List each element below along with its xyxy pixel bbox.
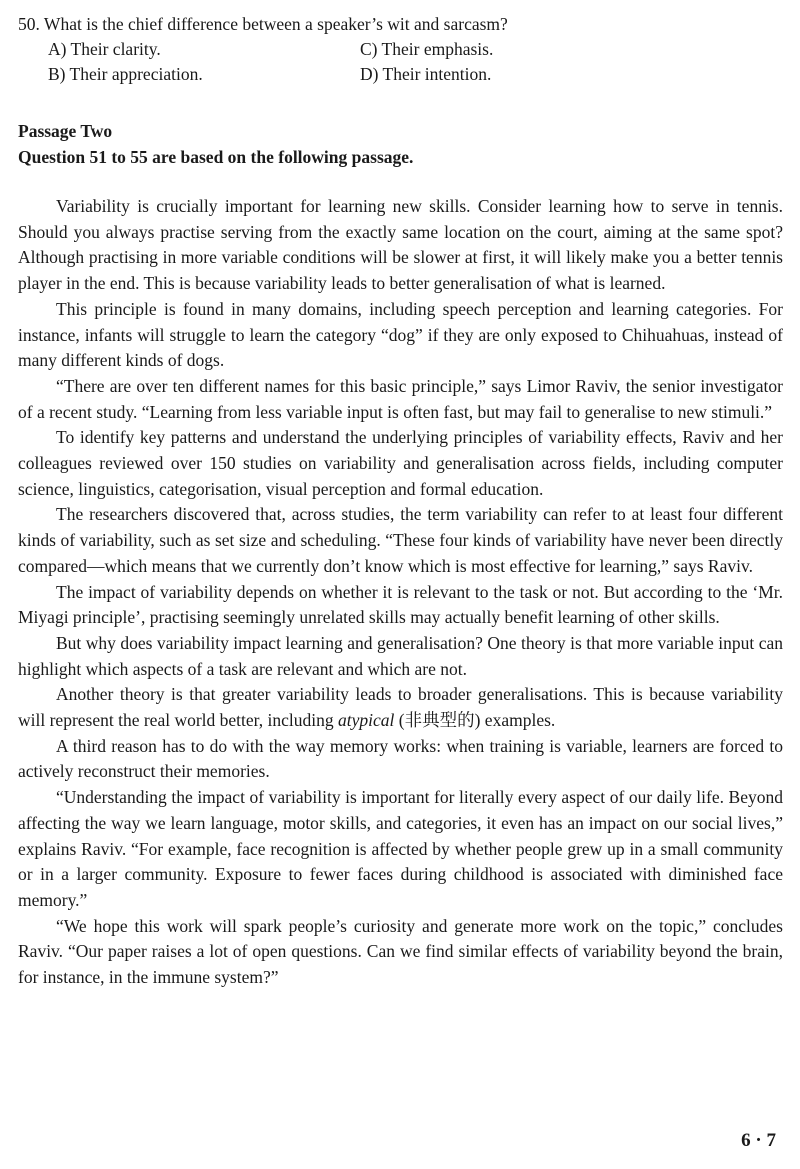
option-c[interactable]: C) Their emphasis. [360, 39, 494, 59]
paragraph-text: Another theory is that greater variability leads to broader generalisations. This is because variability will represent the real world better, including [18, 684, 783, 731]
paragraph: “We hope this work will spark people’s curiosity and generate more work on the topic,” concludes Raviv. “Our paper raises a lot of open questions. Can we find similar effects of variability beyond the brain, for instance, in the immune system?” [18, 915, 783, 988]
paragraph-atypical [18, 682, 783, 733]
option-a[interactable]: A) Their clarity. [48, 39, 161, 59]
paragraph: A third reason has to do with the way memory works: when training is variable, learners are forced to actively reconstruct their memories. [18, 735, 783, 782]
option-b[interactable]: B) Their appreciation. [48, 64, 203, 84]
paragraph: But why does variability impact learning and generalisation? One theory is that more variable input can highlight which aspects of a task are relevant and which are not. [18, 632, 783, 679]
option-d[interactable]: D) Their intention. [360, 64, 492, 84]
paragraph: Variability is crucially important for learning new skills. Consider learning how to serve in tennis. Should you always practise serving from the exactly same location on the court, aiming at the same spot? Although practising in more variable conditions will be slower at first, it will likely make you a better tennis player in the end. This is because variability leads to better generalisation of what is learned. [18, 196, 783, 294]
answer-options [18, 37, 788, 87]
page-number: 6 · 7 [741, 1130, 776, 1151]
question-stem: 50. What is the chief difference between a speaker’s wit and sarcasm? [18, 14, 508, 34]
paragraph: The researchers discovered that, across studies, the term variability can refer to at least four different kinds of variability, such as set size and scheduling. “These four kinds of variability have never been directly compared—which means that we currently don’t know which is most effective for learning,” says Raviv. [18, 504, 783, 576]
passage-body [18, 194, 783, 991]
passage-header [18, 118, 788, 170]
question-50 [18, 12, 788, 87]
paragraph: The impact of variability depends on whether it is relevant to the task or not. But according to the ‘Mr. Miyagi principle’, practising seemingly unrelated skills may actually benefit learning of other skills. [18, 581, 783, 628]
paragraph-text: (非典型的) examples. [394, 710, 556, 731]
passage-instruction: Question 51 to 55 are based on the following passage. [18, 147, 414, 167]
paragraph: “There are over ten different names for this basic principle,” says Limor Raviv, the senior investigator of a recent study. “Learning from less variable input is often fast, but may fail to generalise to new stimuli.” [18, 375, 783, 422]
paragraph: “Understanding the impact of variability is important for literally every aspect of our daily life. Beyond affecting the way we learn language, motor skills, and categories, it even has an impact on our social lives,” explains Raviv. “For example, face recognition is affected by whether people grew up in a small community or in a larger community. Exposure to fewer faces during childhood is associated with diminished face memory.” [18, 787, 783, 910]
passage-title: Passage Two [18, 121, 113, 141]
paragraph: This principle is found in many domains, including speech perception and learning categories. For instance, infants will struggle to learn the category “dog” if they are only exposed to Chihuahuas, instead of many different kinds of dogs. [18, 298, 783, 371]
italic-term: atypical [338, 710, 395, 731]
paragraph: To identify key patterns and understand the underlying principles of variability effects, Raviv and her colleagues reviewed over 150 studies on variability and generalisation across fields, including computer science, linguistics, categorisation, visual perception and formal education. [18, 427, 783, 499]
